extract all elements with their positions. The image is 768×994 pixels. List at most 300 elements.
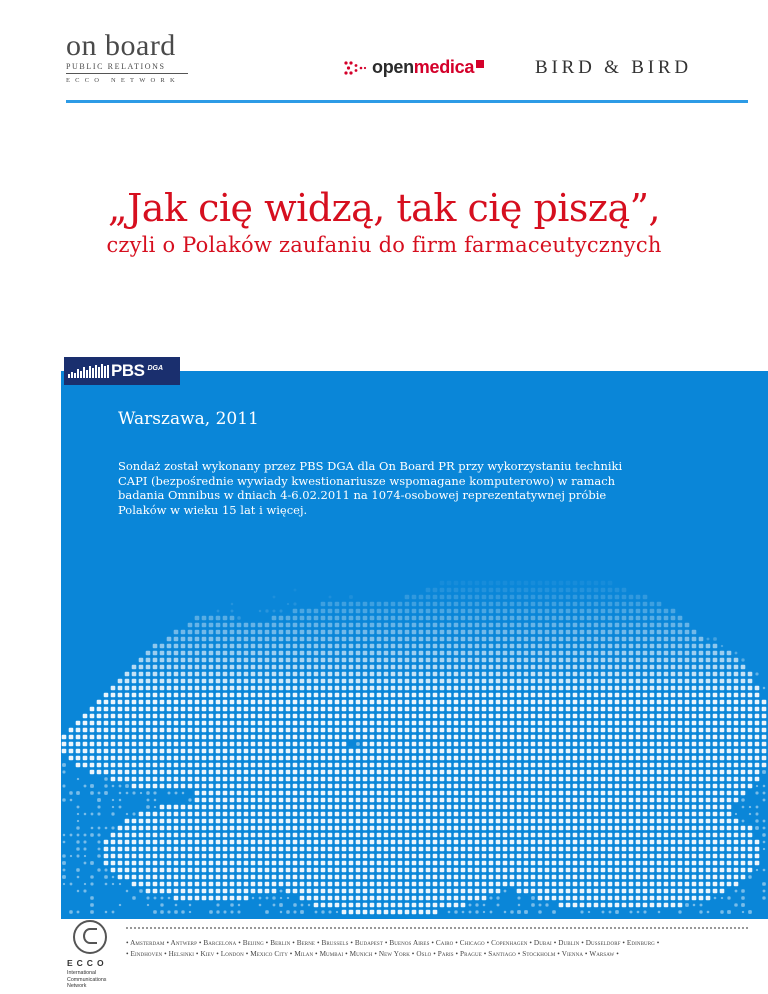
map-dot — [601, 833, 606, 838]
map-dot — [678, 700, 683, 705]
map-dot — [706, 889, 711, 894]
map-dot — [230, 672, 235, 677]
map-dot — [209, 665, 214, 670]
map-dot — [531, 700, 536, 705]
map-dot — [321, 644, 326, 649]
map-dot — [188, 651, 193, 656]
map-dot — [573, 728, 578, 733]
map-dot — [461, 819, 466, 824]
map-dot — [692, 742, 697, 747]
map-dot — [251, 714, 256, 719]
map-dot — [503, 602, 508, 607]
map-dot — [384, 658, 389, 663]
map-dot — [713, 693, 718, 698]
map-dot — [391, 812, 396, 817]
map-dot — [370, 609, 375, 614]
map-dot — [678, 714, 683, 719]
map-dot — [405, 840, 410, 845]
map-dot — [307, 679, 312, 684]
map-dot — [230, 679, 235, 684]
map-dot — [671, 896, 676, 901]
map-dot — [552, 679, 557, 684]
map-dot — [132, 868, 137, 873]
map-dot — [503, 756, 508, 761]
map-dot — [202, 742, 207, 747]
map-dot — [230, 735, 235, 740]
map-dot — [300, 854, 305, 859]
map-dot — [524, 651, 529, 656]
map-dot — [300, 791, 305, 796]
map-dot — [209, 784, 214, 789]
map-dot — [167, 910, 170, 913]
map-dot — [510, 763, 515, 768]
map-dot — [629, 749, 634, 754]
map-dot — [209, 875, 214, 880]
map-dot — [307, 770, 312, 775]
map-dot — [447, 819, 452, 824]
map-dot — [230, 728, 235, 733]
map-dot — [370, 602, 375, 607]
map-dot — [202, 826, 207, 831]
map-dot — [314, 882, 319, 887]
map-dot — [342, 833, 347, 838]
map-dot — [454, 798, 459, 803]
map-dot — [104, 728, 109, 733]
map-dot — [678, 910, 681, 913]
map-dot — [622, 763, 627, 768]
map-dot — [440, 770, 445, 775]
map-dot — [111, 735, 116, 740]
map-dot — [62, 749, 67, 754]
map-dot — [510, 658, 515, 663]
map-dot — [531, 791, 536, 796]
map-dot — [629, 763, 634, 768]
map-dot — [433, 903, 438, 908]
map-dot — [636, 770, 641, 775]
map-dot — [678, 686, 683, 691]
map-dot — [363, 630, 368, 635]
map-dot — [636, 791, 641, 796]
map-dot — [713, 665, 718, 670]
map-dot — [468, 896, 473, 901]
map-dot — [146, 882, 151, 887]
map-dot — [699, 770, 704, 775]
map-dot — [475, 777, 480, 782]
map-dot — [734, 903, 737, 906]
map-dot — [461, 672, 466, 677]
map-dot — [272, 693, 277, 698]
map-dot — [391, 679, 396, 684]
map-dot — [349, 805, 354, 810]
map-dot — [293, 721, 298, 726]
map-dot — [713, 735, 718, 740]
map-dot — [118, 679, 123, 684]
map-dot — [503, 875, 508, 880]
map-dot — [391, 763, 396, 768]
map-dot — [497, 904, 500, 907]
map-dot — [440, 777, 445, 782]
map-dot — [706, 784, 711, 789]
map-dot — [370, 651, 375, 656]
map-dot — [559, 763, 564, 768]
map-dot — [755, 714, 760, 719]
map-dot — [657, 854, 662, 859]
map-dot — [580, 812, 585, 817]
map-dot — [671, 791, 676, 796]
map-dot — [167, 637, 172, 642]
map-dot — [447, 616, 452, 621]
map-dot — [741, 791, 746, 796]
map-dot — [272, 847, 277, 852]
map-dot — [384, 861, 389, 866]
map-dot — [286, 672, 291, 677]
map-dot — [244, 749, 249, 754]
map-dot — [734, 721, 739, 726]
map-dot — [118, 875, 123, 880]
map-dot — [167, 833, 172, 838]
map-dot — [524, 756, 529, 761]
map-dot — [314, 833, 319, 838]
map-dot — [657, 686, 662, 691]
map-dot — [307, 840, 312, 845]
map-dot — [293, 854, 298, 859]
map-dot — [230, 847, 235, 852]
map-dot — [636, 847, 641, 852]
map-dot — [594, 875, 599, 880]
map-dot — [426, 791, 431, 796]
map-dot — [433, 882, 438, 887]
map-dot — [293, 742, 298, 747]
map-dot — [545, 644, 550, 649]
map-dot — [545, 630, 550, 635]
map-dot — [223, 826, 228, 831]
map-dot — [258, 840, 263, 845]
map-dot — [77, 813, 79, 815]
map-dot — [545, 721, 550, 726]
map-dot — [405, 833, 410, 838]
map-dot — [468, 770, 473, 775]
map-dot — [356, 826, 361, 831]
map-dot — [370, 756, 375, 761]
map-dot — [566, 882, 571, 887]
map-dot — [538, 616, 543, 621]
map-dot — [167, 665, 172, 670]
map-dot — [139, 735, 144, 740]
map-dot — [293, 658, 298, 663]
map-dot — [699, 665, 704, 670]
map-dot — [119, 806, 122, 809]
map-dot — [384, 896, 389, 901]
map-dot — [468, 707, 473, 712]
map-dot — [419, 805, 424, 810]
map-dot — [426, 861, 431, 866]
map-dot — [559, 609, 564, 614]
map-dot — [692, 665, 697, 670]
map-dot — [496, 812, 501, 817]
map-dot — [307, 896, 312, 901]
map-dot — [664, 812, 669, 817]
map-dot — [657, 637, 662, 642]
map-dot — [230, 637, 235, 642]
map-dot — [286, 749, 291, 754]
map-dot — [231, 610, 234, 613]
map-dot — [160, 707, 165, 712]
map-dot — [573, 770, 578, 775]
map-dot — [293, 644, 298, 649]
map-dot — [251, 819, 256, 824]
map-dot — [244, 721, 249, 726]
map-dot — [755, 756, 760, 761]
map-dot — [763, 785, 765, 787]
map-dot — [517, 840, 522, 845]
map-dot — [195, 763, 200, 768]
map-dot — [475, 665, 480, 670]
map-dot — [237, 728, 242, 733]
map-dot — [391, 728, 396, 733]
map-dot — [181, 679, 186, 684]
map-dot — [622, 749, 627, 754]
map-dot — [468, 791, 473, 796]
map-dot — [447, 812, 452, 817]
map-dot — [419, 910, 424, 915]
map-dot — [363, 910, 368, 915]
map-dot — [349, 714, 354, 719]
map-dot — [657, 714, 662, 719]
map-dot — [237, 707, 242, 712]
map-dot — [97, 700, 102, 705]
map-dot — [706, 882, 711, 887]
map-dot — [692, 693, 697, 698]
map-dot — [62, 763, 66, 767]
map-dot — [272, 861, 277, 866]
map-dot — [314, 798, 319, 803]
map-dot — [300, 651, 305, 656]
map-dot — [496, 658, 501, 663]
map-dot — [300, 805, 305, 810]
map-dot — [510, 602, 515, 607]
map-dot — [293, 700, 298, 705]
map-dot — [342, 609, 347, 614]
map-dot — [636, 630, 641, 635]
map-dot — [363, 714, 368, 719]
map-dot — [538, 812, 543, 817]
map-dot — [615, 777, 620, 782]
map-dot — [496, 854, 501, 859]
pbs-badge-sub: DGA — [147, 364, 164, 372]
map-dot — [615, 728, 620, 733]
map-dot — [573, 882, 578, 887]
map-dot — [300, 910, 304, 914]
map-dot — [468, 595, 473, 600]
map-dot — [139, 777, 144, 782]
map-dot — [426, 630, 431, 635]
map-dot — [622, 903, 627, 908]
map-dot — [608, 616, 613, 621]
map-dot — [293, 833, 298, 838]
map-dot — [461, 812, 466, 817]
map-dot — [517, 644, 522, 649]
map-dot — [636, 742, 641, 747]
map-dot — [559, 812, 564, 817]
map-dot — [202, 749, 207, 754]
map-dot — [398, 805, 403, 810]
map-dot — [433, 707, 438, 712]
map-dot — [763, 848, 765, 850]
map-dot — [216, 819, 221, 824]
map-dot — [391, 686, 396, 691]
map-dot — [90, 707, 95, 712]
map-dot — [608, 742, 613, 747]
map-dot — [559, 840, 564, 845]
map-dot — [251, 854, 256, 859]
map-dot — [412, 735, 417, 740]
map-dot — [482, 896, 487, 901]
map-dot — [692, 707, 697, 712]
map-dot — [328, 707, 333, 712]
map-dot — [391, 770, 396, 775]
map-dot — [377, 707, 382, 712]
map-dot — [188, 833, 193, 838]
map-dot — [237, 791, 242, 796]
map-dot — [447, 679, 452, 684]
map-dot — [755, 826, 759, 830]
map-dot — [405, 651, 410, 656]
map-dot — [503, 651, 508, 656]
map-dot — [524, 630, 529, 635]
map-dot — [475, 896, 480, 901]
map-dot — [125, 679, 130, 684]
map-dot — [258, 644, 263, 649]
map-dot — [105, 911, 107, 913]
map-dot — [517, 882, 522, 887]
map-dot — [734, 693, 739, 698]
map-dot — [559, 588, 564, 593]
map-dot — [545, 791, 550, 796]
map-dot — [588, 911, 590, 913]
map-dot — [692, 728, 697, 733]
map-dot — [608, 826, 613, 831]
map-dot — [426, 903, 431, 908]
map-dot — [132, 679, 137, 684]
openmedica-medica-text: medica — [413, 57, 475, 77]
map-dot — [531, 644, 536, 649]
map-dot — [279, 812, 284, 817]
map-dot — [335, 882, 340, 887]
map-dot — [727, 756, 732, 761]
map-dot — [734, 686, 739, 691]
map-dot — [517, 763, 522, 768]
map-dot — [223, 700, 228, 705]
map-dot — [489, 665, 494, 670]
map-dot — [279, 875, 284, 880]
map-dot — [356, 609, 361, 614]
map-dot — [174, 742, 179, 747]
map-dot — [139, 833, 144, 838]
map-dot — [763, 890, 766, 893]
map-dot — [538, 721, 543, 726]
map-dot — [559, 714, 564, 719]
map-dot — [720, 693, 725, 698]
map-dot — [321, 651, 326, 656]
map-dot — [90, 791, 94, 795]
map-dot — [356, 623, 361, 628]
map-dot — [125, 693, 130, 698]
map-dot — [293, 791, 298, 796]
map-dot — [84, 813, 86, 815]
map-dot — [650, 875, 655, 880]
map-dot — [482, 616, 487, 621]
map-dot — [258, 637, 263, 642]
map-dot — [524, 749, 529, 754]
map-dot — [342, 714, 347, 719]
map-dot — [524, 714, 529, 719]
map-dot — [398, 847, 403, 852]
map-dot — [349, 903, 354, 908]
map-dot — [671, 672, 676, 677]
map-dot — [629, 637, 634, 642]
map-dot — [391, 882, 396, 887]
map-dot — [671, 784, 676, 789]
map-dot — [552, 721, 557, 726]
map-dot — [713, 847, 718, 852]
map-dot — [132, 882, 137, 887]
map-dot — [258, 749, 263, 754]
map-dot — [153, 868, 158, 873]
map-dot — [762, 882, 766, 886]
map-dot — [160, 714, 165, 719]
map-dot — [188, 714, 193, 719]
map-dot — [720, 840, 725, 845]
map-dot — [552, 763, 557, 768]
map-dot — [146, 833, 151, 838]
map-dot — [314, 749, 319, 754]
map-dot — [629, 826, 634, 831]
map-dot — [664, 756, 669, 761]
map-dot — [314, 784, 319, 789]
map-dot — [559, 868, 564, 873]
map-dot — [538, 581, 543, 586]
map-dot — [181, 889, 186, 894]
map-dot — [699, 749, 704, 754]
map-dot — [720, 658, 725, 663]
map-dot — [615, 805, 620, 810]
map-dot — [216, 658, 221, 663]
map-dot — [538, 889, 543, 894]
map-dot — [314, 819, 319, 824]
map-dot — [216, 665, 221, 670]
map-dot — [510, 756, 515, 761]
map-dot — [748, 854, 753, 859]
map-dot — [433, 784, 438, 789]
map-dot — [174, 896, 179, 901]
map-dot — [559, 623, 564, 628]
map-dot — [685, 868, 690, 873]
map-dot — [139, 861, 144, 866]
map-dot — [356, 910, 361, 915]
map-dot — [342, 665, 347, 670]
map-dot — [377, 763, 382, 768]
map-dot — [230, 756, 235, 761]
map-dot — [608, 896, 613, 901]
map-dot — [524, 910, 528, 914]
map-dot — [174, 735, 179, 740]
map-dot — [244, 875, 249, 880]
map-dot — [678, 861, 683, 866]
map-dot — [286, 644, 291, 649]
map-dot — [517, 616, 522, 621]
map-dot — [335, 721, 340, 726]
map-dot — [622, 805, 627, 810]
